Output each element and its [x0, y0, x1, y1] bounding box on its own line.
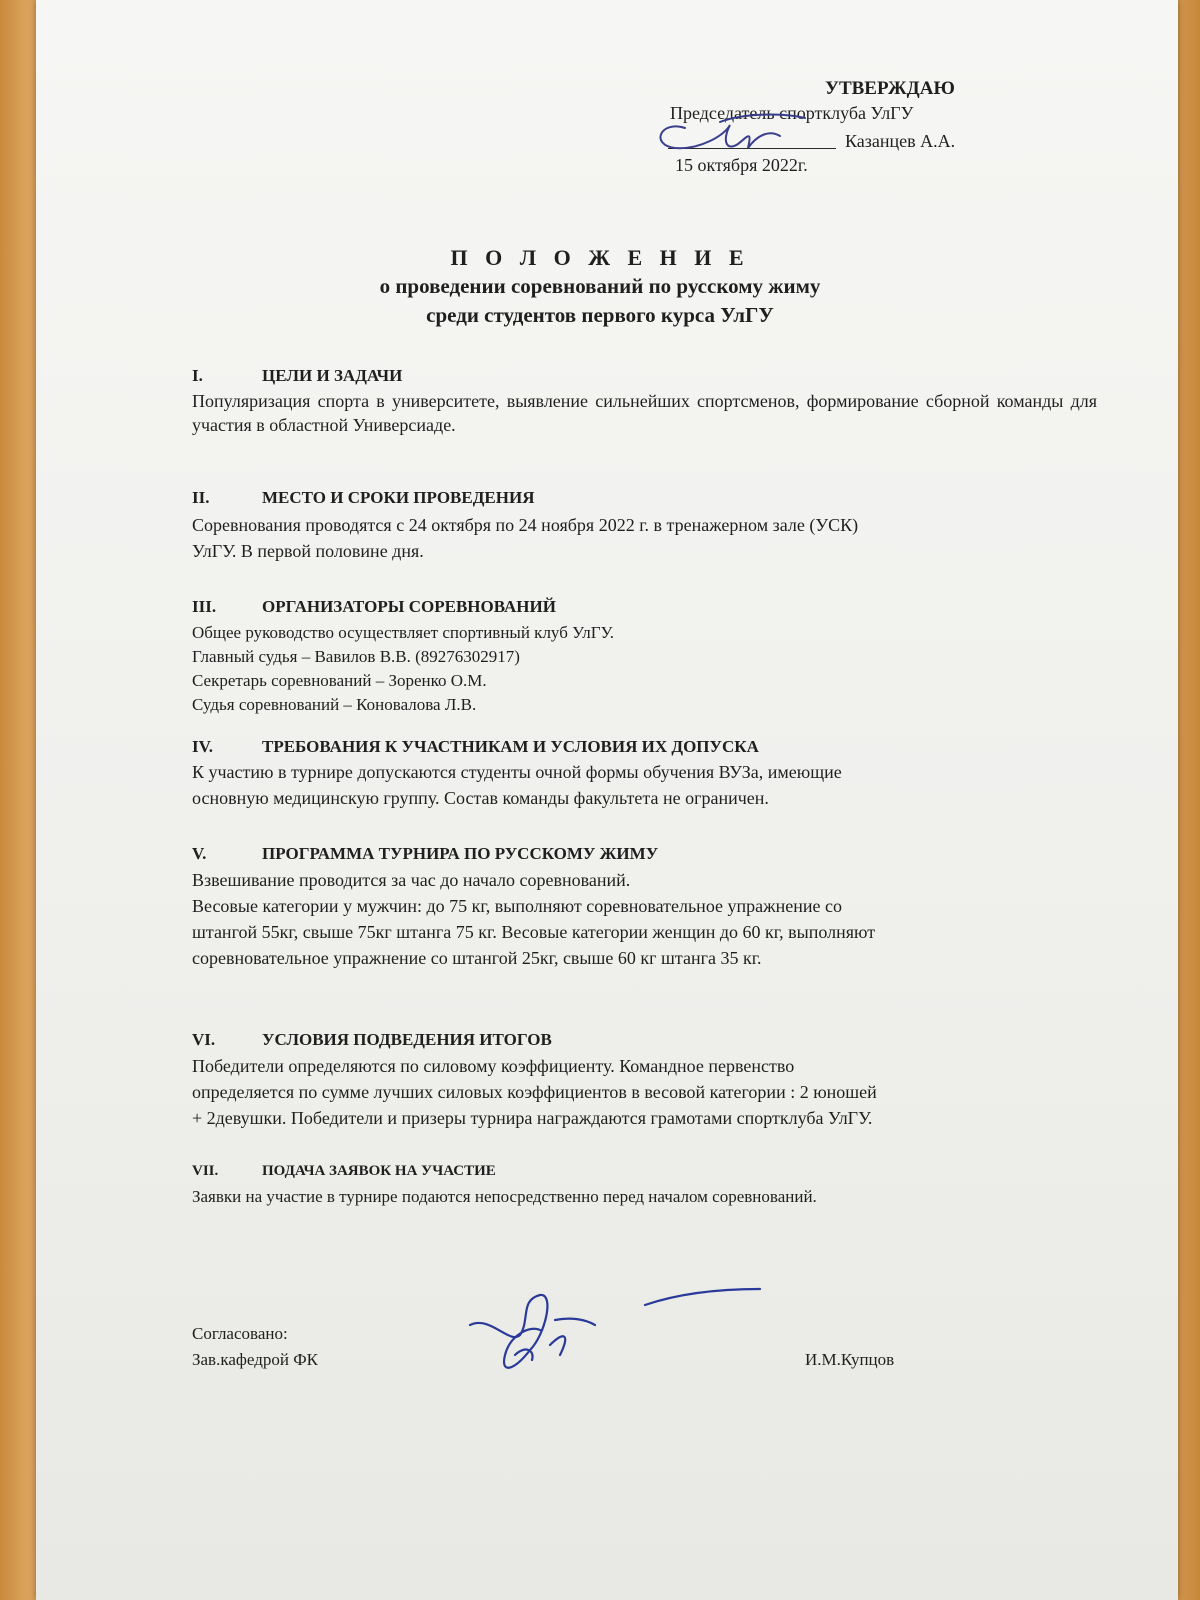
- section-3-line4: Судья соревнований – Коновалова Л.В.: [192, 695, 477, 714]
- section-6-heading: УСЛОВИЯ ПОДВЕДЕНИЯ ИТОГОВ: [262, 1030, 552, 1049]
- agreed-name: И.М.Купцов: [805, 1350, 895, 1369]
- section-4-line2: основную медицинскую группу. Состав команды факультета не ограничен.: [192, 788, 769, 808]
- approval-date: 15 октября 2022г.: [675, 155, 808, 175]
- document-subtitle-line2: среди студентов первого курса УлГУ: [426, 303, 774, 327]
- agreed-signature-icon: [460, 1275, 770, 1385]
- section-5-heading: ПРОГРАММА ТУРНИРА ПО РУССКОМУ ЖИМУ: [262, 844, 659, 863]
- section-2-heading: МЕСТО И СРОКИ ПРОВЕДЕНИЯ: [262, 488, 535, 507]
- section-6-number: VI.: [192, 1030, 216, 1049]
- section-5-line1: Взвешивание проводится за час до начало соревнований.: [192, 870, 631, 890]
- section-2-line1: Соревнования проводятся с 24 октября по 24 ноября 2022 г. в тренажерном зале (УСК): [192, 515, 859, 535]
- section-3-line3: Секретарь соревнований – Зоренко О.М.: [192, 671, 487, 690]
- section-7-heading: ПОДАЧА ЗАЯВОК НА УЧАСТИЕ: [262, 1163, 496, 1179]
- agreed-position: Зав.кафедрой ФК: [192, 1350, 318, 1369]
- section-3-line2: Главный судья – Вавилов В.В. (89276302917): [192, 647, 520, 666]
- section-5-line3: штангой 55кг, свыше 75кг штанга 75 кг. Весовые категории женщин до 60 кг, выполняют: [192, 922, 876, 942]
- section-3-heading: ОРГАНИЗАТОРЫ СОРЕВНОВАНИЙ: [262, 597, 556, 616]
- section-3-line1: Общее руководство осуществляет спортивный клуб УлГУ.: [192, 623, 615, 642]
- section-4-heading: ТРЕБОВАНИЯ К УЧАСТНИКАМ И УСЛОВИЯ ИХ ДОПУСКА: [262, 737, 759, 756]
- document-title: П О Л О Ж Е Н И Е: [450, 245, 750, 270]
- section-2-number: II.: [192, 488, 210, 507]
- approval-signature-icon: [630, 100, 830, 170]
- section-1-number: I.: [192, 366, 203, 385]
- document-subtitle-line1: о проведении соревнований по русскому жиму: [379, 274, 821, 298]
- section-7-line1: Заявки на участие в турнире подаются непосредственно перед началом соревнований.: [192, 1187, 817, 1206]
- approval-heading: УТВЕРЖДАЮ: [825, 78, 955, 99]
- section-1-text: Популяризация спорта в университете, выявление сильнейших спортсменов, формирование сборной команды для участия в областной Универсиаде.: [192, 391, 1097, 435]
- section-2-line2: УлГУ. В первой половине дня.: [192, 541, 424, 561]
- section-6-line2: определяется по сумме лучших силовых коэффициентов в весовой категории : 2 юношей: [192, 1082, 877, 1102]
- section-3-number: III.: [192, 597, 217, 616]
- section-5-line4: соревновательное упражнение со штангой 25кг, свыше 60 кг штанга 35 кг.: [192, 948, 762, 968]
- section-4-number: IV.: [192, 737, 213, 756]
- approval-role: Председатель спортклуба УлГУ: [670, 103, 914, 123]
- section-6-line1: Победители определяются по силовому коэффициенту. Командное первенство: [192, 1056, 795, 1076]
- section-1-heading: ЦЕЛИ И ЗАДАЧИ: [262, 366, 403, 385]
- agreed-label: Согласовано:: [192, 1324, 288, 1343]
- approval-name: Казанцев А.А.: [845, 131, 956, 151]
- section-5-line2: Весовые категории у мужчин: до 75 кг, выполняют соревновательное упражнение со: [192, 896, 842, 916]
- section-4-line1: К участию в турнире допускаются студенты очной формы обучения ВУЗа, имеющие: [192, 762, 842, 782]
- section-7-number: VII.: [192, 1163, 219, 1179]
- section-5-number: V.: [192, 844, 207, 863]
- section-6-line3: + 2девушки. Победители и призеры турнира награждаются грамотами спортклуба УлГУ.: [192, 1108, 873, 1128]
